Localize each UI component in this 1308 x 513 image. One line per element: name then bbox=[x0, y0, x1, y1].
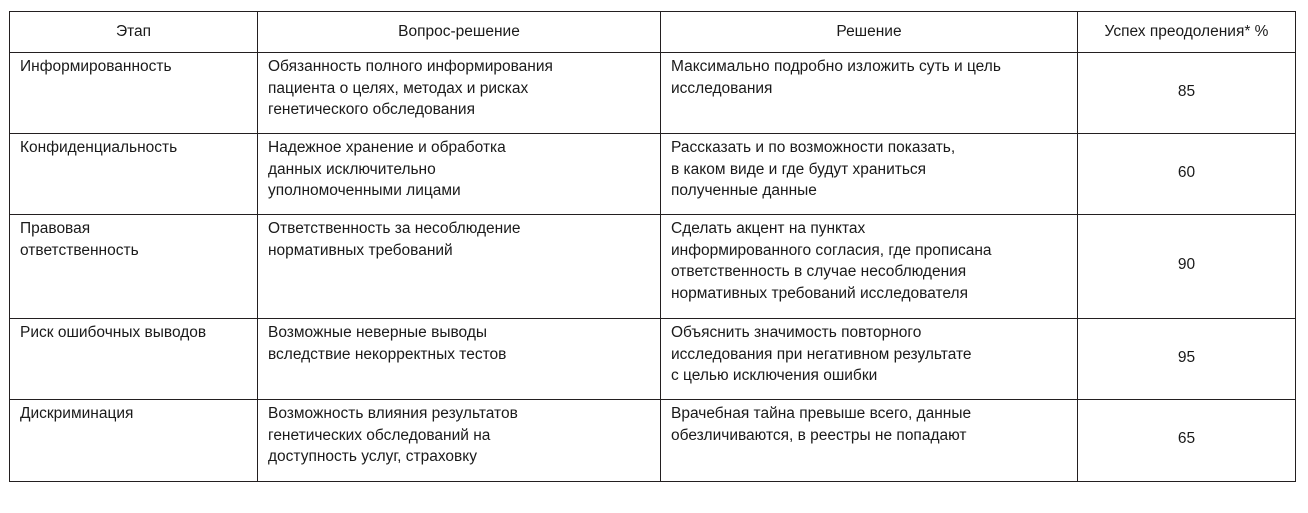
header-success: Успех преодоления* % bbox=[1078, 12, 1296, 53]
cell-line: Возможные неверные выводы bbox=[268, 324, 487, 341]
stage-cell bbox=[10, 319, 258, 400]
cell-line: нормативных требований исследователя bbox=[671, 284, 968, 302]
cell-line: обезличиваются, в реестры не попадают bbox=[671, 426, 967, 444]
success-cell: 85 bbox=[1078, 53, 1296, 134]
question-cell bbox=[258, 53, 661, 134]
cell-line: Врачебная тайна превыше всего, данные bbox=[671, 405, 972, 422]
cell-line: генетических обследований на bbox=[268, 426, 491, 444]
table-row bbox=[10, 400, 1296, 482]
stage-cell bbox=[10, 134, 258, 215]
cell-line: Надежное хранение и обработка bbox=[268, 139, 506, 156]
table-header-row bbox=[10, 12, 1296, 53]
table-row bbox=[10, 134, 1296, 215]
cell-line: исследования bbox=[671, 79, 773, 97]
cell-line: данных исключительно bbox=[268, 160, 436, 178]
cell-line: информированного согласия, где прописана bbox=[671, 241, 992, 259]
cell-line: в каком виде и где будут храниться bbox=[671, 160, 927, 178]
stage-cell bbox=[10, 215, 258, 319]
table-row bbox=[10, 215, 1296, 319]
solution-cell bbox=[661, 319, 1078, 400]
cell-line: Сделать акцент на пунктах bbox=[671, 220, 866, 237]
cell-line: пациента о целях, методах и рисках bbox=[268, 79, 529, 97]
question-cell bbox=[258, 134, 661, 215]
cell-line: вследствие некорректных тестов bbox=[268, 345, 507, 363]
header-question: Вопрос-решение bbox=[258, 12, 661, 53]
challenges-table bbox=[9, 11, 1296, 482]
success-cell: 90 bbox=[1078, 215, 1296, 319]
cell-line: полученные данные bbox=[671, 182, 817, 199]
cell-line: Конфиденциальность bbox=[20, 139, 178, 156]
success-cell: 60 bbox=[1078, 134, 1296, 215]
header-stage: Этап bbox=[10, 12, 258, 53]
question-cell bbox=[258, 319, 661, 400]
cell-line: Риск ошибочных выводов bbox=[20, 324, 207, 341]
table-row bbox=[10, 319, 1296, 400]
cell-line: нормативных требований bbox=[268, 241, 453, 259]
cell-line: Ответственность за несоблюдение bbox=[268, 220, 521, 237]
solution-cell bbox=[661, 400, 1078, 482]
cell-line: доступность услуг, страховку bbox=[268, 448, 477, 465]
question-cell bbox=[258, 400, 661, 482]
table-row bbox=[10, 53, 1296, 134]
cell-line: уполномоченными лицами bbox=[268, 182, 461, 199]
cell-line: ответственность в случае несоблюдения bbox=[671, 263, 967, 280]
solution-cell bbox=[661, 53, 1078, 134]
header-solution: Решение bbox=[661, 12, 1078, 53]
success-cell: 65 bbox=[1078, 400, 1296, 482]
success-cell: 95 bbox=[1078, 319, 1296, 400]
cell-line: Правовая bbox=[20, 220, 91, 237]
cell-line: Дискриминация bbox=[20, 405, 134, 422]
stage-cell bbox=[10, 400, 258, 482]
cell-line: ответственность bbox=[20, 241, 139, 259]
cell-line: исследования при негативном результате bbox=[671, 345, 972, 363]
solution-cell bbox=[661, 134, 1078, 215]
cell-line: Максимально подробно изложить суть и цель bbox=[671, 58, 1001, 75]
cell-line: Информированность bbox=[20, 58, 172, 75]
cell-line: Рассказать и по возможности показать, bbox=[671, 139, 956, 156]
stage-cell bbox=[10, 53, 258, 134]
cell-line: с целью исключения ошибки bbox=[671, 367, 878, 384]
question-cell bbox=[258, 215, 661, 319]
cell-line: генетического обследования bbox=[268, 101, 475, 118]
cell-line: Объяснить значимость повторного bbox=[671, 324, 922, 341]
solution-cell bbox=[661, 215, 1078, 319]
cell-line: Возможность влияния результатов bbox=[268, 405, 518, 422]
cell-line: Обязанность полного информирования bbox=[268, 58, 553, 75]
